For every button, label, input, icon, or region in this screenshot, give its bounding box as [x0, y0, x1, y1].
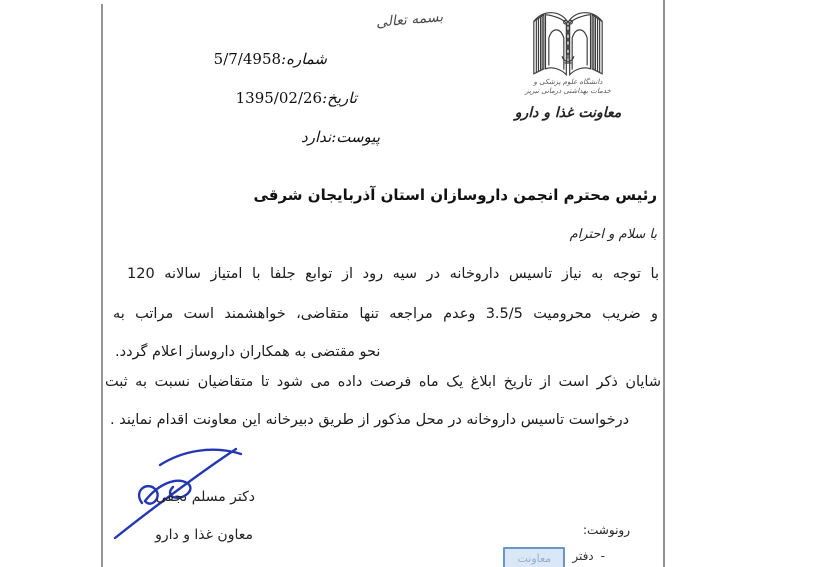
date-value: 1395/02/26 — [235, 89, 323, 107]
body-line-1: با توجه به نیاز تاسیس داروخانه در سیه رود از توابع جلفا با امتیاز سالانه 120 — [127, 266, 659, 282]
bismillah-text: بسمه تعالی — [375, 9, 444, 31]
number-label: شماره: — [281, 50, 327, 68]
signer-role: معاون غذا و دارو — [155, 527, 253, 543]
signer-name: دکتر مسلم نجفی — [155, 489, 255, 505]
department-name: معاونت غذا و دارو — [514, 105, 622, 121]
university-name-line2: خدمات بهداشتی درمانی تبریز — [525, 87, 611, 95]
cc-label: رونوشت: — [582, 523, 630, 537]
body-line-3: نحو مقتضی به همکاران داروساز اعلام گردد. — [115, 344, 381, 360]
body-line-4: شایان ذکر است از تاریخ ابلاغ یک ماه فرصت داده می شود تا متقاضیان نسبت به ثبت — [105, 374, 661, 390]
letter-number-field — [214, 50, 327, 68]
number-value: 5/7/4958 — [213, 50, 282, 68]
letterhead-block — [498, 8, 638, 121]
date-label: تاریخ: — [322, 89, 357, 107]
university-emblem-logo — [526, 8, 610, 78]
attachment-value: ندارد — [301, 128, 332, 146]
cc-item-row — [503, 547, 605, 567]
salutation-text: با سلام و احترام — [569, 227, 657, 242]
page-left-border-line — [101, 4, 103, 567]
cc-item-dash: - — [600, 549, 605, 563]
body-line-2: و ضریب محرومیت 3.5/5 وعدم مراجعه تنها متقاضی، خواهشمند است مراتب به — [113, 306, 658, 322]
letter-date-field — [236, 89, 357, 107]
cc-item-text: دفتر — [572, 549, 594, 563]
letter-attachment-field — [301, 128, 380, 146]
attachment-label: پیوست: — [331, 128, 380, 146]
university-name-line1: دانشگاه علوم پزشکی و — [533, 78, 603, 86]
page-right-border-line — [663, 0, 665, 567]
recipient-title: رئیس محترم انجمن داروسازان استان آذربایجان شرقی — [253, 186, 657, 204]
body-line-5: درخواست تاسیس داروخانه در محل مذکور از طریق دبیرخانه این معاونت اقدام نمایند . — [110, 412, 630, 428]
cc-highlighted-selection-box[interactable]: معاونت — [503, 547, 565, 567]
